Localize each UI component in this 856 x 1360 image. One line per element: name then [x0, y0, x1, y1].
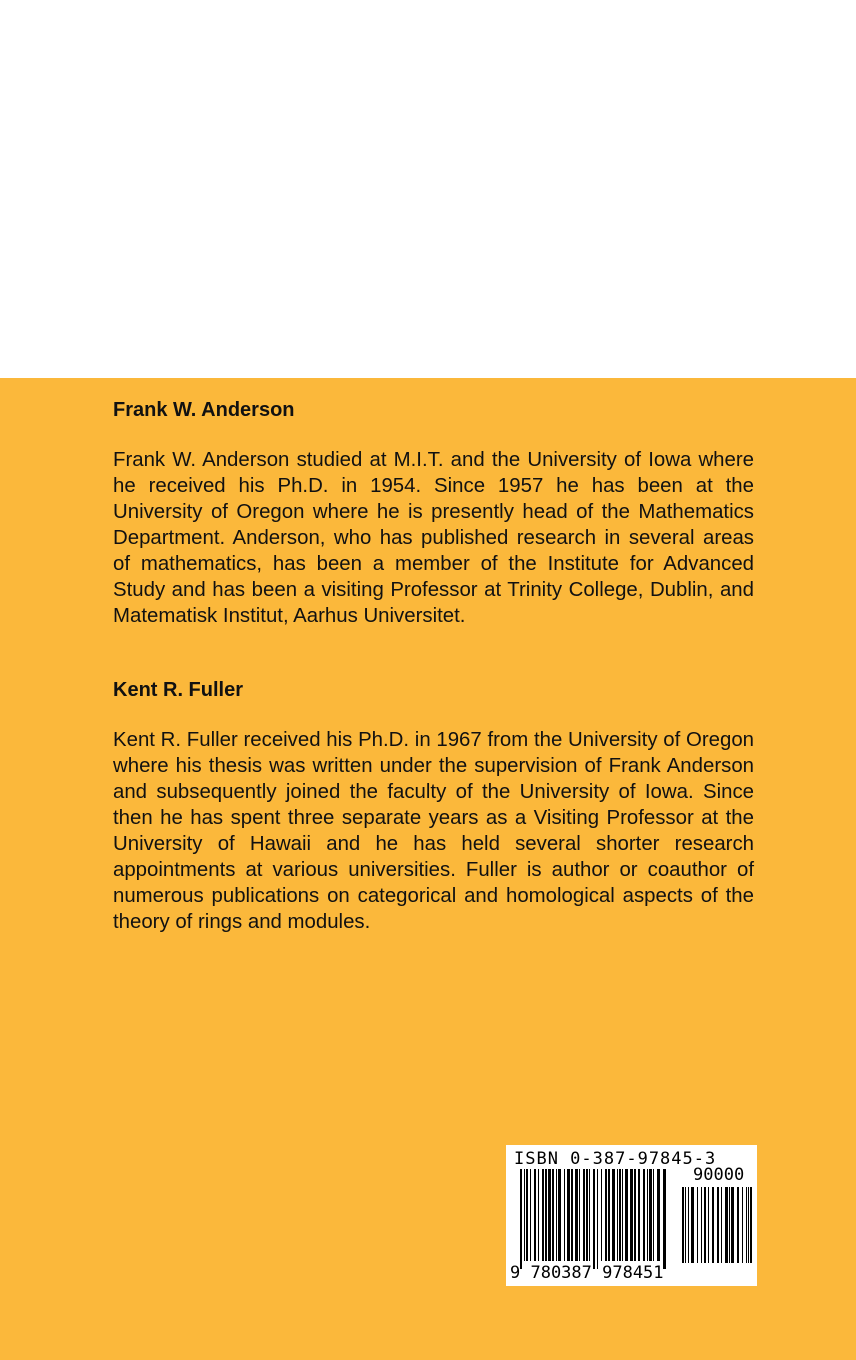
blank-top-area: [0, 0, 856, 378]
ean-digits: 9 780387 978451: [510, 1263, 664, 1283]
author-name-anderson: Frank W. Anderson: [113, 399, 295, 421]
isbn-barcode: [506, 1145, 757, 1286]
author-name-fuller: Kent R. Fuller: [113, 679, 244, 701]
isbn-label: ISBN 0-387-97845-3: [514, 1149, 717, 1169]
author-bio-fuller: Kent R. Fuller received his Ph.D. in 1967 from the University of Oregon where his thesis was written under the supervision of Frank Anderson and subsequently joined the faculty of the University of Iowa. Since then he has spent three separate years as a Visiting Professor at the University of Hawaii and he has held several shorter research appointments at various universities. Fuller is author or coauthor of numerous publications on categorical and homological aspects of the theory of rings and modules.: [113, 729, 754, 933]
price-code: 90000: [693, 1165, 745, 1185]
author-bio-anderson: Frank W. Anderson studied at M.I.T. and the University of Iowa where he received his Ph.D. in 1954. Since 1957 he has been at the University of Oregon where he is presently head of the Mathematics Department. Anderson, who has published research in several areas of mathematics, has been a member of the Institute for Advanced Study and has been a visiting Professor at Trinity College, Dublin, and Matematisk Institut, Aarhus Universitet.: [113, 449, 754, 627]
